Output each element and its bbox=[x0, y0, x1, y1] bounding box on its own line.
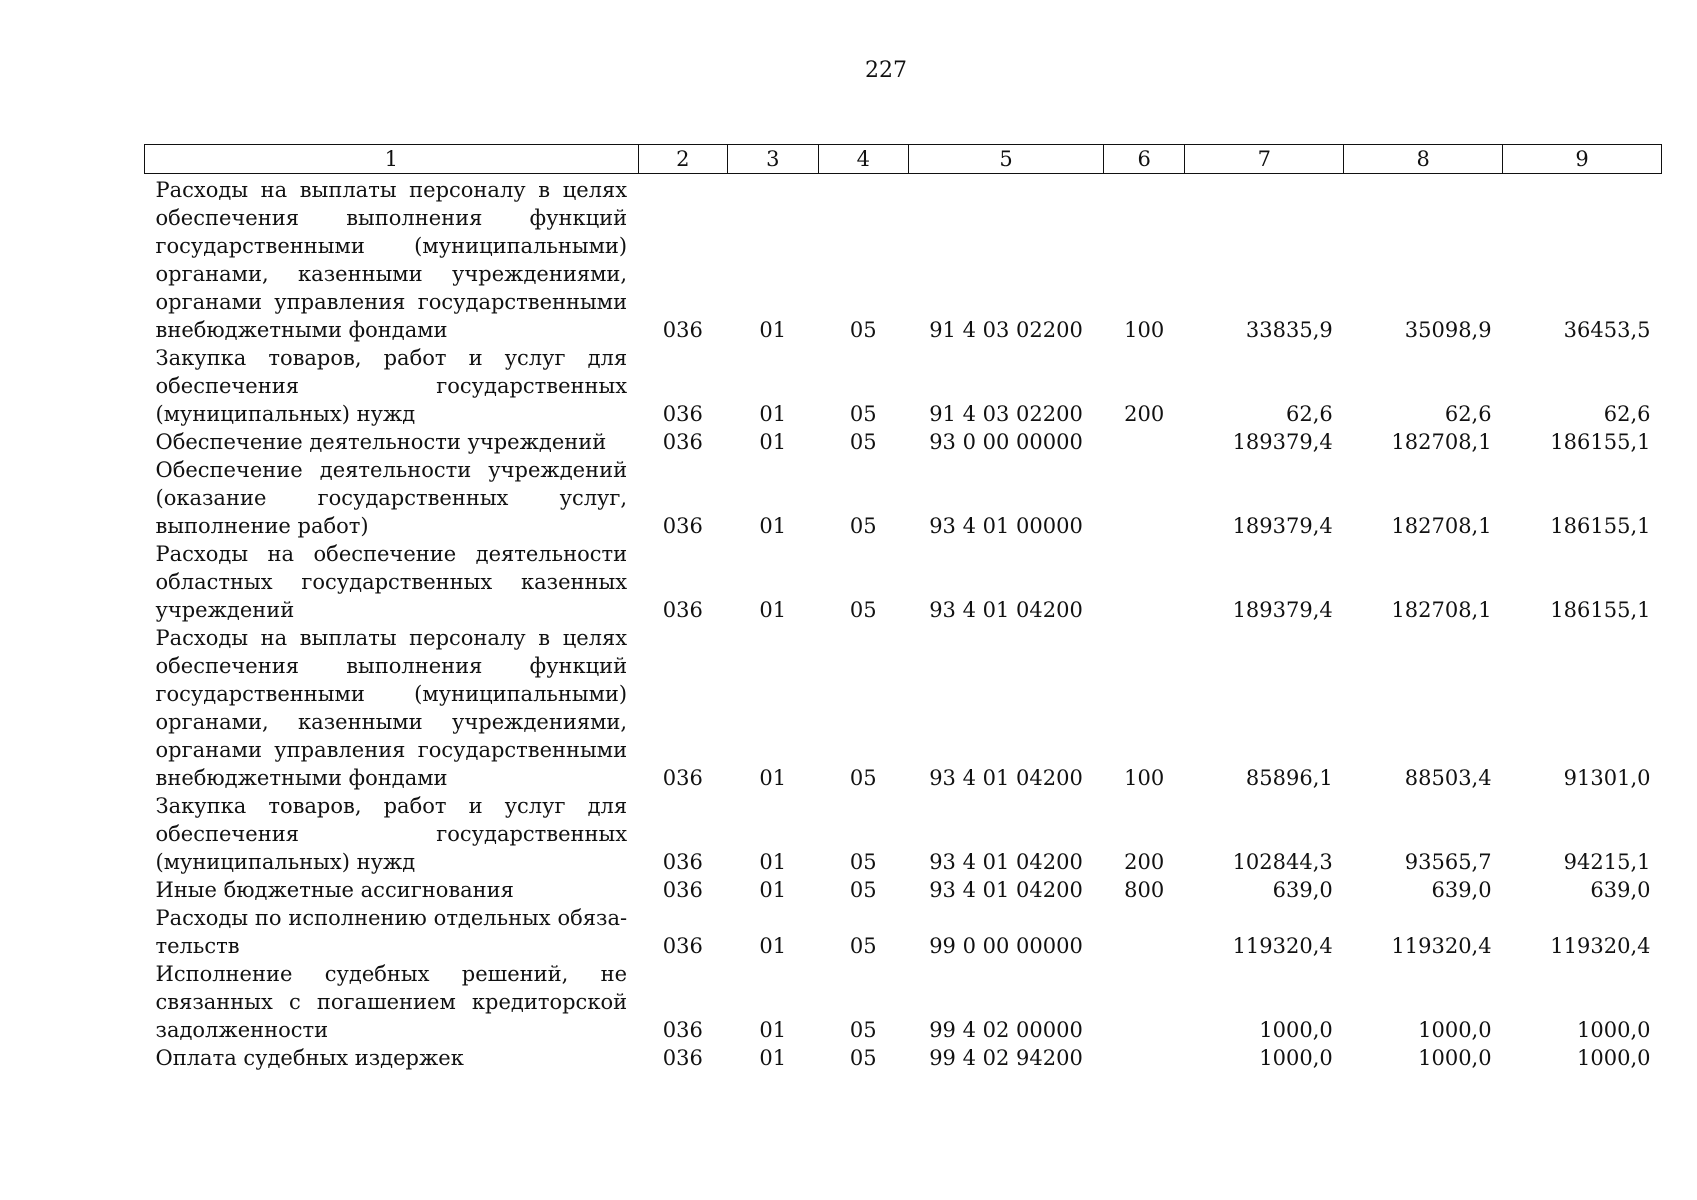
cell-amount-col9: 186155,1 bbox=[1550, 430, 1651, 454]
cell-subsection: 05 bbox=[849, 878, 877, 902]
column-header: 7 bbox=[1185, 145, 1344, 174]
cell-amount-col7: 189379,4 bbox=[1232, 514, 1333, 538]
cell-amount-col7: 102844,3 bbox=[1232, 850, 1333, 874]
table-row bbox=[145, 344, 1662, 428]
cell-ministry-code: 036 bbox=[662, 598, 703, 622]
cell-ministry-code: 036 bbox=[662, 514, 703, 538]
column-header: 4 bbox=[818, 145, 908, 174]
column-header: 3 bbox=[728, 145, 818, 174]
table-row bbox=[145, 1044, 1662, 1072]
cell-section: 01 bbox=[759, 598, 787, 622]
column-header: 9 bbox=[1503, 145, 1662, 174]
row-description: Обеспечение деятельности учреждений (оказание государственных услуг, выполнение работ) bbox=[155, 458, 628, 538]
cell-target-article: 93 0 00 00000 bbox=[929, 430, 1083, 454]
cell-ministry-code: 036 bbox=[662, 402, 703, 426]
cell-ministry-code: 036 bbox=[662, 766, 703, 790]
cell-amount-col8: 62,6 bbox=[1444, 402, 1492, 426]
cell-amount-col7: 189379,4 bbox=[1232, 598, 1333, 622]
cell-amount-col8: 639,0 bbox=[1431, 878, 1492, 902]
cell-amount-col7: 119320,4 bbox=[1232, 934, 1333, 958]
column-header: 8 bbox=[1344, 145, 1503, 174]
cell-amount-col9: 639,0 bbox=[1590, 878, 1651, 902]
cell-target-article: 93 4 01 00000 bbox=[929, 514, 1083, 538]
table-row bbox=[145, 174, 1662, 345]
cell-amount-col9: 62,6 bbox=[1603, 402, 1651, 426]
cell-ministry-code: 036 bbox=[662, 1046, 703, 1070]
cell-amount-col7: 85896,1 bbox=[1245, 766, 1333, 790]
column-header: 6 bbox=[1104, 145, 1185, 174]
cell-subsection: 05 bbox=[849, 318, 877, 342]
cell-ministry-code: 036 bbox=[662, 1018, 703, 1042]
cell-section: 01 bbox=[759, 850, 787, 874]
cell-amount-col9: 91301,0 bbox=[1563, 766, 1651, 790]
cell-subsection: 05 bbox=[849, 430, 877, 454]
cell-amount-col7: 189379,4 bbox=[1232, 430, 1333, 454]
cell-amount-col9: 36453,5 bbox=[1563, 318, 1651, 342]
cell-amount-col8: 119320,4 bbox=[1391, 934, 1492, 958]
cell-subsection: 05 bbox=[849, 514, 877, 538]
row-description: Расходы на обеспечение деятельности областных государственных казенных учреждений bbox=[155, 542, 628, 622]
column-header: 2 bbox=[638, 145, 727, 174]
cell-target-article: 93 4 01 04200 bbox=[929, 850, 1083, 874]
table-row bbox=[145, 904, 1662, 960]
cell-amount-col7: 1000,0 bbox=[1259, 1046, 1333, 1070]
cell-section: 01 bbox=[759, 878, 787, 902]
cell-ministry-code: 036 bbox=[662, 430, 703, 454]
cell-amount-col8: 182708,1 bbox=[1391, 598, 1492, 622]
cell-section: 01 bbox=[759, 1046, 787, 1070]
cell-ministry-code: 036 bbox=[662, 850, 703, 874]
column-header: 1 bbox=[145, 145, 639, 174]
table-row bbox=[145, 960, 1662, 1044]
cell-expense-type bbox=[1104, 1044, 1185, 1072]
cell-expense-type: 100 bbox=[1124, 318, 1165, 342]
cell-expense-type bbox=[1104, 904, 1185, 960]
cell-target-article: 91 4 03 02200 bbox=[929, 402, 1083, 426]
cell-amount-col8: 88503,4 bbox=[1404, 766, 1492, 790]
cell-section: 01 bbox=[759, 402, 787, 426]
cell-amount-col9: 1000,0 bbox=[1577, 1046, 1651, 1070]
cell-amount-col8: 93565,7 bbox=[1404, 850, 1492, 874]
cell-ministry-code: 036 bbox=[662, 318, 703, 342]
cell-expense-type bbox=[1104, 540, 1185, 624]
cell-subsection: 05 bbox=[849, 1046, 877, 1070]
cell-expense-type: 200 bbox=[1124, 850, 1165, 874]
cell-target-article: 91 4 03 02200 bbox=[929, 318, 1083, 342]
row-description: Закупка товаров, работ и услуг для обеспечения государственных (муниципальных) нужд bbox=[155, 346, 628, 426]
cell-amount-col7: 33835,9 bbox=[1245, 318, 1333, 342]
table-row bbox=[145, 540, 1662, 624]
cell-ministry-code: 036 bbox=[662, 878, 703, 902]
cell-subsection: 05 bbox=[849, 850, 877, 874]
table-header-row bbox=[145, 145, 1662, 174]
cell-subsection: 05 bbox=[849, 402, 877, 426]
page-number: 227 bbox=[865, 58, 907, 83]
cell-section: 01 bbox=[759, 766, 787, 790]
row-description: Исполнение судебных решений, не связанных с погашением кредиторской задолженности bbox=[155, 962, 628, 1042]
table-row bbox=[145, 792, 1662, 876]
cell-section: 01 bbox=[759, 430, 787, 454]
cell-expense-type bbox=[1104, 428, 1185, 456]
row-description: Оплата судебных издержек bbox=[155, 1046, 464, 1070]
cell-expense-type: 800 bbox=[1124, 878, 1165, 902]
cell-section: 01 bbox=[759, 1018, 787, 1042]
row-description: Расходы на выплаты персоналу в целях обеспечения выполнения функций государственными (муниципальными) органами, казенными учреждениями, органами управления государственными внебюджетными фондами bbox=[155, 626, 628, 790]
table-row bbox=[145, 456, 1662, 540]
cell-target-article: 99 4 02 00000 bbox=[929, 1018, 1083, 1042]
cell-amount-col8: 182708,1 bbox=[1391, 514, 1492, 538]
table-row bbox=[145, 876, 1662, 904]
table-row bbox=[145, 428, 1662, 456]
cell-target-article: 99 0 00 00000 bbox=[929, 934, 1083, 958]
cell-section: 01 bbox=[759, 934, 787, 958]
cell-amount-col7: 639,0 bbox=[1272, 878, 1333, 902]
column-header: 5 bbox=[909, 145, 1104, 174]
cell-amount-col9: 119320,4 bbox=[1550, 934, 1651, 958]
cell-target-article: 93 4 01 04200 bbox=[929, 766, 1083, 790]
cell-amount-col8: 182708,1 bbox=[1391, 430, 1492, 454]
row-description: Закупка товаров, работ и услуг для обеспечения государственных (муниципальных) нужд bbox=[155, 794, 628, 874]
cell-amount-col9: 186155,1 bbox=[1550, 598, 1651, 622]
row-description: Расходы по исполнению отдельных обязательств bbox=[155, 906, 628, 958]
cell-amount-col9: 94215,1 bbox=[1563, 850, 1651, 874]
cell-subsection: 05 bbox=[849, 766, 877, 790]
cell-subsection: 05 bbox=[849, 1018, 877, 1042]
cell-expense-type bbox=[1104, 456, 1185, 540]
budget-table bbox=[144, 144, 1662, 1072]
cell-target-article: 93 4 01 04200 bbox=[929, 878, 1083, 902]
row-description: Обеспечение деятельности учреждений bbox=[155, 430, 607, 454]
cell-amount-col8: 1000,0 bbox=[1418, 1046, 1492, 1070]
cell-section: 01 bbox=[759, 318, 787, 342]
cell-amount-col7: 1000,0 bbox=[1259, 1018, 1333, 1042]
table-row bbox=[145, 624, 1662, 792]
cell-section: 01 bbox=[759, 514, 787, 538]
cell-expense-type: 100 bbox=[1124, 766, 1165, 790]
cell-subsection: 05 bbox=[849, 934, 877, 958]
cell-amount-col8: 35098,9 bbox=[1404, 318, 1492, 342]
cell-target-article: 93 4 01 04200 bbox=[929, 598, 1083, 622]
cell-amount-col9: 1000,0 bbox=[1577, 1018, 1651, 1042]
cell-subsection: 05 bbox=[849, 598, 877, 622]
row-description: Расходы на выплаты персоналу в целях обеспечения выполнения функций государственными (муниципальными) органами, казенными учреждениями, органами управления государственными внебюджетными фондами bbox=[155, 178, 628, 342]
cell-expense-type bbox=[1104, 960, 1185, 1044]
cell-amount-col8: 1000,0 bbox=[1418, 1018, 1492, 1042]
cell-ministry-code: 036 bbox=[662, 934, 703, 958]
cell-amount-col9: 186155,1 bbox=[1550, 514, 1651, 538]
cell-amount-col7: 62,6 bbox=[1286, 402, 1333, 426]
cell-target-article: 99 4 02 94200 bbox=[929, 1046, 1083, 1070]
cell-expense-type: 200 bbox=[1124, 402, 1165, 426]
row-description: Иные бюджетные ассигнования bbox=[155, 878, 514, 902]
